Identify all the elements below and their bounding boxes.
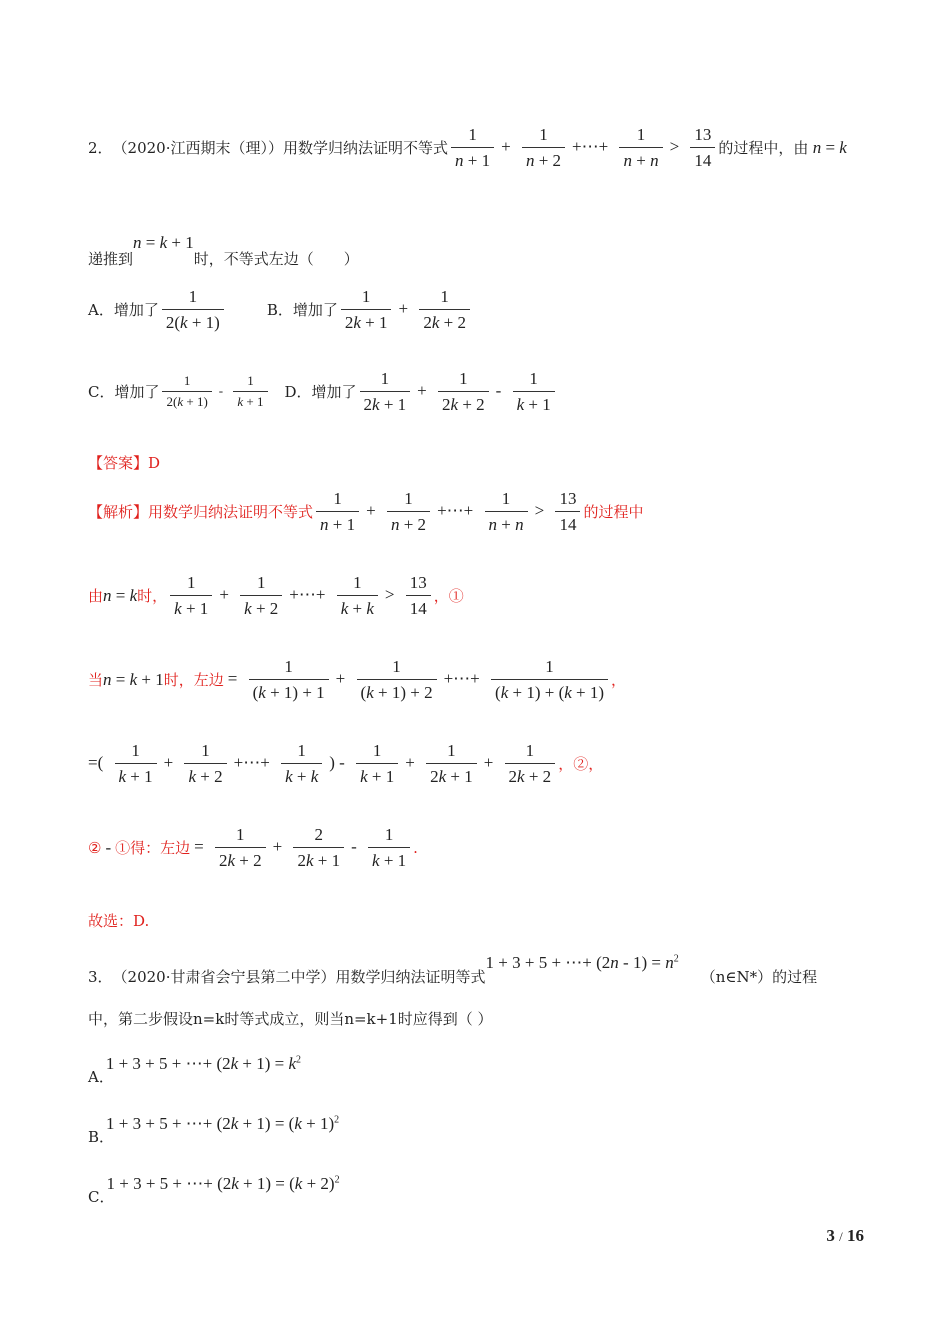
analysis-line1 xyxy=(88,488,643,536)
analysis-text-10: ①得：左边 xyxy=(115,839,191,858)
q3-stem-text-2: （n∈N*）的过程 xyxy=(700,968,818,986)
q2-n-eq-k1: n = k + 1 xyxy=(133,232,194,252)
analysis-line3: 当 n = k + 1 时，左边 = $\frac{1}{(k + 1) + 1}$ + $\frac{1}{(k + 1) + 2}$ +⋯+ $\frac{1}{(k + 1) + (k + 1)}$ ， xyxy=(88,657,627,703)
q2-option-d-expr: $\frac{1}{2k + 1}$ + $\frac{1}{2k + 2}$ - $\frac{1}{k + 1}$ xyxy=(357,368,558,416)
q2-stem-text-2: 的过程中，由 xyxy=(718,139,809,158)
q2-option-c-label: C．增加了 xyxy=(88,383,160,402)
analysis-inequality: $\frac{1}{n + 1}$ + $\frac{1}{n + 2}$ +⋯+ $\frac{1}{n + n}$ > $\frac{13}{14}$ xyxy=(313,488,583,536)
q2-stem-line1 xyxy=(88,124,847,172)
analysis-line2 xyxy=(88,572,464,620)
answer-label: 【答案】D xyxy=(88,454,161,472)
analysis-text-7: 时，左边 xyxy=(163,671,224,690)
q3-stem-text: 用数学归纳法证明等式 xyxy=(335,968,486,986)
analysis-expansion: =( $\frac{1}{k + 1}$ + $\frac{1}{k + 2}$ +⋯+ $\frac{1}{k + k}$ ) - $\frac{1}{k + 1}$ + $\frac{1}{2k + 1}$ + $\frac{1}{2k + 2}$ xyxy=(88,740,558,788)
analysis-n-eq-k: n = k xyxy=(103,585,138,605)
q2-options-cd xyxy=(88,368,558,416)
q3-option-c-label: C． xyxy=(88,1188,115,1206)
analysis-case-k: $\frac{1}{k + 1}$ + $\frac{1}{k + 2}$ +⋯+ $\frac{1}{k + k}$ > $\frac{13}{14}$ xyxy=(167,572,434,620)
q3-stem-text-3: 中，第二步假设n=k时等式成立，则当n=k+1时应得到（ ） xyxy=(88,1010,493,1028)
q3-option-c-expr: 1 + 3 + 5 + ⋯+ $(2k + 1) = (k + 2)^2$ xyxy=(106,1173,340,1193)
analysis-choice: 故选：D. xyxy=(88,912,150,930)
q3-stem-line1 xyxy=(88,944,817,987)
analysis-text-9: ② xyxy=(88,838,102,857)
q2-option-a-expr: $\frac{1}{2(k + 1)}$ xyxy=(159,286,227,334)
q3-option-a-expr: 1 + 3 + 5 + ⋯+ $(2k + 1) = k^2$ xyxy=(105,1053,302,1073)
analysis-case-k1: = $\frac{1}{(k + 1) + 1}$ + $\frac{1}{(k + 1) + 2}$ +⋯+ $\frac{1}{(k + 1) + (k + 1)}$ xyxy=(224,656,611,704)
q3-option-b-expr: 1 + 3 + 5 + ⋯+ $(2k + 1) = (k + 1)^2$ xyxy=(106,1113,340,1133)
q3-option-c xyxy=(88,1160,340,1207)
analysis-line4 xyxy=(88,740,603,788)
q2-options-ab xyxy=(88,286,473,334)
q2-option-c-expr: $\frac{1}{2(k + 1)}$ - $\frac{1}{k + 1}$ xyxy=(159,373,270,411)
page-total: 16 xyxy=(847,1226,864,1245)
analysis-choice-line xyxy=(88,910,149,931)
analysis-n-eq-k1: n = k + 1 xyxy=(103,669,164,689)
q2-number: 2． xyxy=(88,139,113,158)
q3-number: 3． xyxy=(88,968,113,986)
q2-option-a-label: A．增加了 xyxy=(88,301,159,320)
analysis-line5: ② - ①得：左边 = $\frac{1}{2k + 2}$ + $\frac{2}{2k + 1}$ - $\frac{1}{k + 1}$ . xyxy=(88,825,418,871)
q2-n-eq-k: n = k xyxy=(812,137,847,157)
q3-option-a-label: A． xyxy=(88,1068,114,1086)
page-number xyxy=(826,1226,864,1246)
q2-option-d-label: D．增加了 xyxy=(284,383,357,402)
analysis-text-4: 时， xyxy=(137,587,168,606)
analysis-result: = $\frac{1}{2k + 2}$ + $\frac{2}{2k + 1}$ - $\frac{1}{k + 1}$ xyxy=(190,824,413,872)
q2-stem-line2 xyxy=(88,222,359,269)
analysis-text-6: 当 xyxy=(88,671,104,690)
q3-option-b xyxy=(88,1100,339,1147)
q2-stem-text-4: 时，不等式左边（ ） xyxy=(193,250,359,268)
analysis-text-2: 的过程中 xyxy=(583,503,644,522)
q3-option-b-label: B． xyxy=(88,1128,115,1146)
analysis-text-1: 用数学归纳法证明不等式 xyxy=(148,503,314,522)
page-separator: / xyxy=(839,1229,843,1244)
q3-equation: 1 + 3 + 5 + ⋯+ $(2n - 1) = n^2$ xyxy=(485,952,679,972)
q2-option-b-expr: $\frac{1}{2k + 1}$ + $\frac{1}{2k + 2}$ xyxy=(338,286,473,334)
analysis-text-8: ，②， xyxy=(558,755,604,774)
answer-line xyxy=(88,452,160,473)
analysis-text-3: 由 xyxy=(88,587,104,606)
q2-source: （2020·江西期末（理）） xyxy=(112,139,283,158)
analysis-text-5: ，① xyxy=(433,587,464,606)
q3-option-a xyxy=(88,1040,301,1087)
q3-stem-line2 xyxy=(88,1008,493,1029)
q2-stem-text-3: 递推到 xyxy=(88,250,134,268)
q3-source: （2020·甘肃省会宁县第二中学） xyxy=(112,968,336,986)
q2-option-b-label: B．增加了 xyxy=(266,301,338,320)
q2-inequality: $\frac{1}{n + 1}$ + $\frac{1}{n + 2}$ +⋯+ $\frac{1}{n + n}$ > $\frac{13}{14}$ xyxy=(448,124,718,172)
analysis-label: 【解析】 xyxy=(88,503,149,522)
q2-stem-text: 用数学归纳法证明不等式 xyxy=(283,139,449,158)
page-current: 3 xyxy=(826,1226,835,1245)
